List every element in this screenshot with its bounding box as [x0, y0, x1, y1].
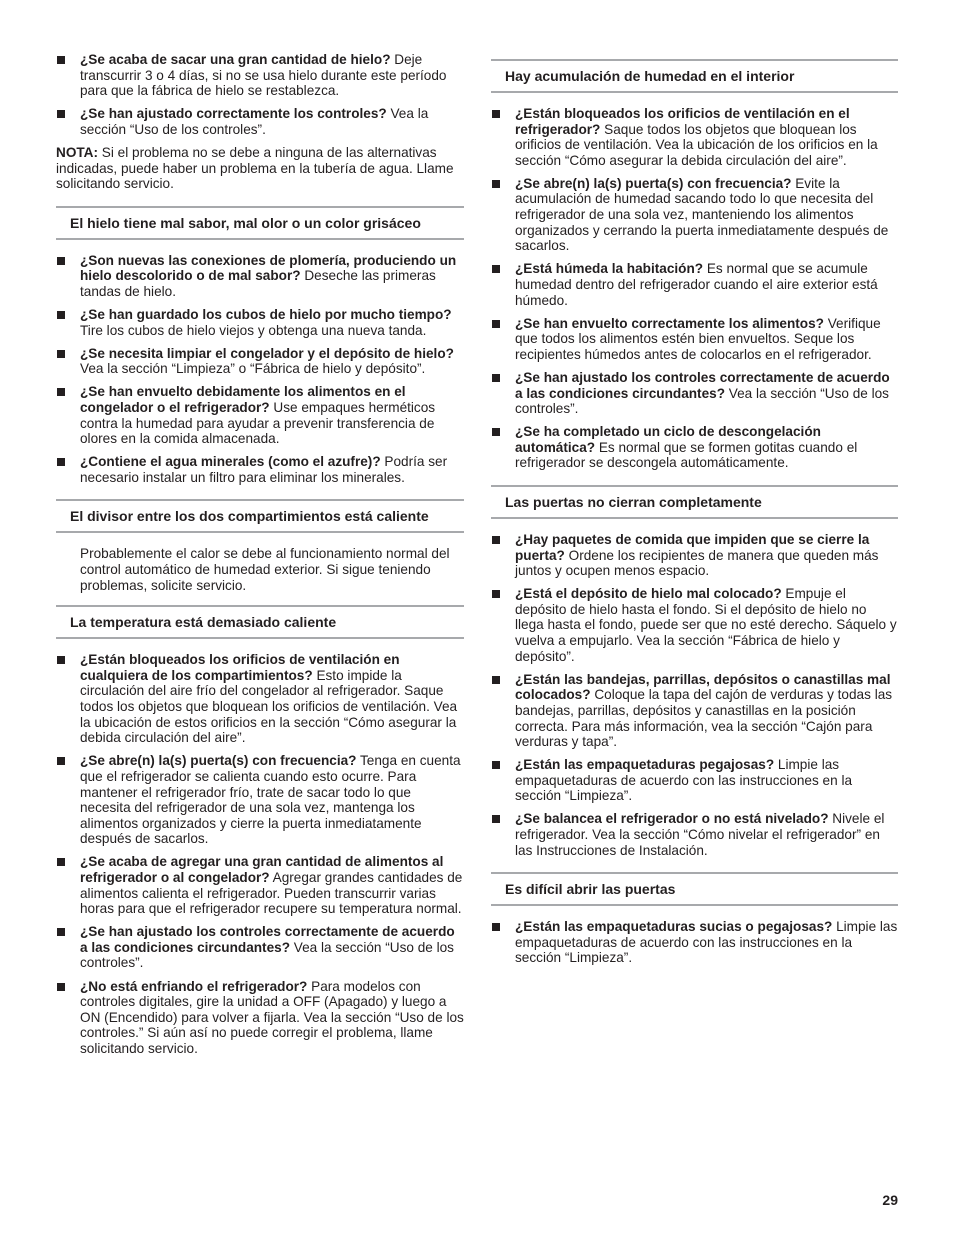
item-answer: Tenga en cuenta que el refrigerador se calienta cuando esto ocurre. Para mantener el refrigerador frío, trate de sacar todo lo que necesita del refrigerador de una sola vez, mantenga los alimentos organizados y cierre la puerta inmediatamente después de sacarlos. [80, 753, 461, 847]
item-question: ¿Están bloqueados los orificios de ventilación en el refrigerador? [515, 106, 850, 137]
item-answer: Evite la acumulación de humedad sacando todo lo que necesita del refrigerador de una sola vez, manteniendo los alimentos organizados y cerrando la puerta inmediatamente después de sacarlos. [515, 175, 889, 254]
item-answer: Nivele el refrigerador. Vea la sección “Cómo nivelar el refrigerador” en las Instrucciones de Instalación. [515, 811, 885, 858]
item-answer: Saque todos los objetos que bloquean los orificios de ventilación. Vea la ubicación de los orificios en la sección “Cómo asegurar la debida circulación del aire”. [515, 121, 878, 168]
bullet-icon [492, 428, 500, 436]
item-answer: Tire los cubos de hielo viejos y obtenga una nueva tanda. [80, 322, 427, 338]
item-answer: Verifique que todos los alimentos estén bien envueltos. Seque los recipientes húmedos antes de colocarlos en el refrigerador. [515, 315, 881, 362]
item-question: ¿Contiene el agua minerales (como el azufre)? [80, 454, 381, 470]
list-item [56, 924, 464, 971]
item-answer: Deje transcurrir 3 o 4 días, si no se usa hielo durante este período para que la fábrica de hielo se restablezca. [80, 52, 447, 99]
right-column [491, 59, 898, 974]
item-question: ¿Está el depósito de hielo mal colocado? [515, 586, 782, 602]
list-item [491, 757, 898, 804]
list-item [56, 652, 464, 746]
bullet-icon [57, 350, 65, 358]
item-answer: Limpie las empaquetaduras de acuerdo con las instrucciones en la sección “Limpieza”. [515, 757, 853, 804]
list-item [56, 52, 464, 99]
item-answer: Es normal que se acumule humedad dentro del refrigerador cuando el aire exterior está húmedo. [515, 261, 878, 308]
bullet-icon [492, 761, 500, 769]
section-heading: El hielo tiene mal sabor, mal olor o un color grisáceo [56, 206, 464, 240]
item-question: ¿Se han ajustado los controles correctamente de acuerdo a las condiciones circundantes? [515, 369, 890, 401]
bullet-icon [492, 590, 500, 598]
list-item [56, 106, 464, 137]
page-number: 29 [882, 1192, 898, 1208]
item-question: ¿Se han ajustado correctamente los controles? [80, 106, 387, 122]
list-item [491, 370, 898, 417]
list-item [491, 919, 898, 966]
bullet-icon [492, 536, 500, 544]
item-answer: Deseche las primeras tandas de hielo. [80, 268, 436, 299]
item-answer: Podría ser necesario instalar un filtro para eliminar los minerales. [80, 454, 448, 485]
item-answer: Vea la sección “Uso de los controles”. [80, 106, 429, 137]
list-item [56, 253, 464, 300]
bullet-icon [57, 388, 65, 396]
item-answer: Esto impide la circulación del aire frío del congelador al refrigerador. Saque todos los objetos que bloquean los orificios de ventilación. Vea la ubicación de estos orificios en la sección “Cómo asegurar la debida circulación del aire”. [80, 667, 458, 746]
item-question: ¿Se acaba de sacar una gran cantidad de hielo? [80, 52, 391, 67]
bullet-icon [492, 320, 500, 328]
section-heading: Las puertas no cierran completamente [491, 485, 898, 519]
section-heading: Es difícil abrir las puertas [491, 872, 898, 906]
section-heading: El divisor entre los dos compartimientos está caliente [56, 499, 464, 533]
note-text: Si el problema no se debe a ninguna de las alternativas indicadas, puede haber un problema en la tubería de agua. Llame solicitando servicio. [56, 144, 454, 192]
bullet-icon [492, 265, 500, 273]
list-item [56, 854, 464, 916]
item-question: ¿No está enfriando el refrigerador? [80, 978, 308, 994]
list-item [56, 454, 464, 485]
bullet-icon [492, 374, 500, 382]
bullet-icon [492, 815, 500, 823]
bullet-icon [57, 983, 65, 991]
item-question: ¿Se ha completado un ciclo de descongelación automática? [515, 424, 821, 455]
bullet-icon [57, 110, 65, 118]
list-item [491, 176, 898, 254]
item-question: ¿Se balancea el refrigerador o no está nivelado? [515, 811, 829, 827]
item-answer: Limpie las empaquetaduras de acuerdo con las instrucciones en la sección “Limpieza”. [515, 919, 898, 966]
list-item [56, 346, 464, 377]
item-answer: Coloque la tapa del cajón de verduras y todas las bandejas, parrillas, depósitos y canastillas en la posición correcta. Para más información, vea la sección “Cajón para verduras y tapa”. [515, 687, 893, 750]
section-heading: La temperatura está demasiado caliente [56, 605, 464, 639]
item-question: ¿Se han guardado los cubos de hielo por mucho tiempo? [80, 307, 452, 323]
item-question: ¿Está húmeda la habitación? [515, 261, 704, 277]
bullet-icon [57, 311, 65, 319]
list-item [491, 672, 898, 750]
list-item [491, 424, 898, 471]
list-item [491, 811, 898, 858]
bullet-icon [492, 110, 500, 118]
bullet-icon [57, 928, 65, 936]
item-question: ¿Se han envuelto correctamente los alimentos? [515, 315, 824, 331]
bullet-icon [57, 257, 65, 265]
item-question: ¿Son nuevas las conexiones de plomería, produciendo un hielo descolorido o de mal sabor? [80, 252, 457, 284]
list-item [56, 384, 464, 446]
bullet-icon [57, 56, 65, 64]
item-answer: Es normal que se formen gotitas cuando el refrigerador se descongela automáticamente. [515, 439, 858, 471]
item-answer: Ordene los recipientes de manera que queden más juntos y ocupen menos espacio. [515, 547, 879, 579]
list-item [56, 753, 464, 847]
list-item [491, 261, 898, 308]
bullet-icon [492, 923, 500, 931]
item-answer: Vea la sección “Uso de los controles”. [515, 385, 889, 417]
bullet-icon [57, 458, 65, 466]
paragraph: Probablemente el calor se debe al funcionamiento normal del control automático de humedad exterior. Si sigue teniendo problemas, solicite servicio. [80, 546, 450, 593]
section-heading: Hay acumulación de humedad en el interior [491, 59, 898, 93]
item-answer: Empuje el depósito de hielo hasta el fondo. Si el depósito de hielo no llega hasta el fondo, puede ser que no esté derecho. Sáquelo y vuelva a empujarlo. Vea la sección “Fábrica de hielo y depósito”. [515, 586, 897, 664]
item-question: ¿Están las empaquetaduras sucias o pegajosas? [515, 919, 833, 935]
item-answer: Use empaques herméticos contra la humedad para ayudar a prevenir transferencia de olores en la comida almacenada. [80, 400, 436, 447]
bullet-icon [57, 757, 65, 765]
item-question: ¿Se abre(n) la(s) puerta(s) con frecuencia? [515, 175, 792, 191]
list-item [56, 979, 464, 1057]
item-question: ¿Se han envuelto debidamente los alimentos en el congelador o el refrigerador? [80, 384, 406, 415]
bullet-icon [492, 180, 500, 188]
list-item [491, 106, 898, 168]
item-question: ¿Hay paquetes de comida que impiden que se cierre la puerta? [515, 531, 870, 563]
item-answer: Vea la sección “Limpieza” o “Fábrica de hielo y depósito”. [80, 361, 426, 377]
item-question: ¿Se necesita limpiar el congelador y el depósito de hielo? [80, 345, 454, 361]
item-answer: Vea la sección “Uso de los controles”. [80, 939, 454, 971]
item-question: ¿Están las empaquetaduras pegajosas? [515, 757, 775, 773]
item-question: ¿Se acaba de agregar una gran cantidad de alimentos al refrigerador o al congelador? [80, 854, 444, 885]
left-column [56, 52, 464, 1064]
list-item [491, 532, 898, 579]
item-question: ¿Se abre(n) la(s) puerta(s) con frecuencia? [80, 753, 357, 769]
item-question: ¿Se han ajustado los controles correctamente de acuerdo a las condiciones circundantes? [80, 924, 455, 955]
bullet-icon [57, 858, 65, 866]
item-question: ¿Están bloqueados los orificios de ventilación en cualquiera de los compartimientos? [80, 652, 400, 683]
note [56, 145, 464, 192]
list-item [491, 586, 898, 664]
item-answer: Para modelos con controles digitales, gire la unidad a OFF (Apagado) y luego a ON (Encendido) para volver a fijarla. Vea la sección “Uso de los controles.” Si aún así no puede corregir el problema, llame solicitando servicio. [80, 978, 464, 1056]
item-question: ¿Están las bandejas, parrillas, depósitos o canastillas mal colocados? [515, 671, 891, 703]
item-answer: Agregar grandes cantidades de alimentos calienta el refrigerador. Pueden transcurrir varias horas para que el refrigerador recupere su temperatura normal. [80, 869, 463, 917]
list-item [56, 307, 464, 338]
note-label: NOTA: [56, 144, 99, 160]
bullet-icon [57, 656, 65, 664]
list-item [491, 316, 898, 363]
bullet-icon [492, 676, 500, 684]
